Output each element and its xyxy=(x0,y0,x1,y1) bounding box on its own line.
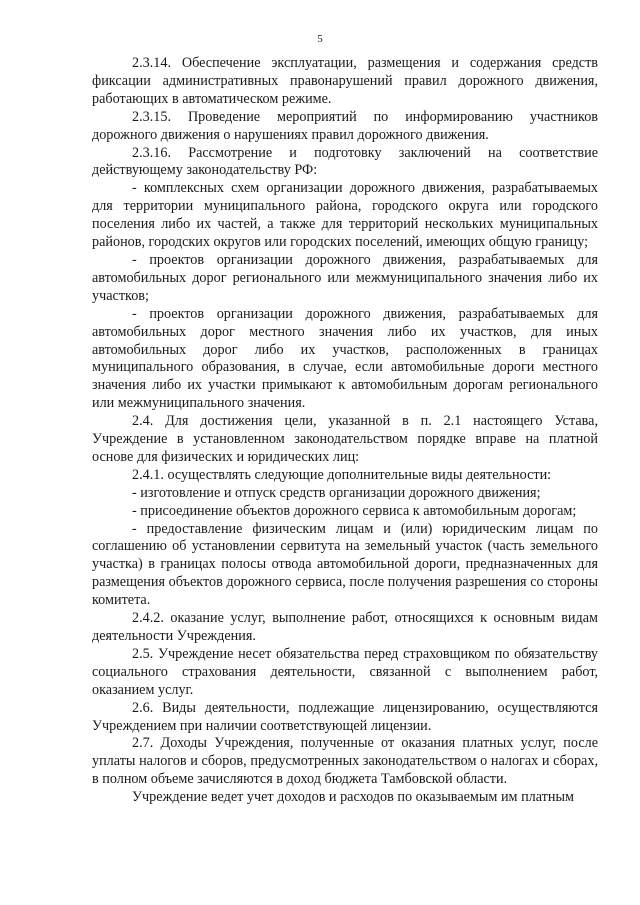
paragraph-2-3-14: 2.3.14. Обеспечение эксплуатации, размещения и содержания средств фиксации административных правонарушений правил дорожного движения, работающих в автоматическом режиме. xyxy=(92,55,598,107)
paragraph-2-4-1: 2.4.1. осуществлять следующие дополнительные виды деятельности: xyxy=(132,466,552,483)
paragraph-2-4-2: 2.4.2. оказание услуг, выполнение работ, относящихся к основным видам деятельности Учреждения. xyxy=(92,610,598,644)
paragraph-accounting: Учреждение ведет учет доходов и расходов по оказываемым им платным xyxy=(132,789,574,806)
paragraph-2-7: 2.7. Доходы Учреждения, полученные от оказания платных услуг, после уплаты налогов и сборов, предусмотренных законодательством о налогах и сборах, в полном объеме зачисляются в доход бюджета Тамбовской области. xyxy=(92,735,598,788)
list-item: - присоединение объектов дорожного сервиса к автомобильным дорогам; xyxy=(132,502,577,519)
paragraph-2-5: 2.5. Учреждение несет обязательства перед страховщиком по обязательству социального страхования деятельности, связанной с выполнением работ, оказанием услуг. xyxy=(92,645,598,698)
paragraph-2-3-16: 2.3.16. Рассмотрение и подготовку заключений на соответствие действующему законодательству РФ: xyxy=(92,144,598,179)
list-item: - комплексных схем организации дорожного движения, разрабатываемых для территории муниципального района, городского округа или городского поселения либо их частей, а также для территорий нескольких муниципальных районов, городских округов или городских поселений, имеющих общую границу; xyxy=(92,180,598,251)
paragraph-2-4: 2.4. Для достижения цели, указанной в п. 2.1 настоящего Устава, Учреждение в установленном законодательством порядке вправе на платной основе для физических и юридических лиц: xyxy=(92,413,598,465)
list-item: - проектов организации дорожного движения, разрабатываемых для автомобильных дорог местного значения либо их участков, для иных автомобильных дорог либо их участков, расположенных в границах муниципального образования, в случае, если автомобильные дороги местного значения либо их участки примыкают к автомобильным дорогам регионального или межмуниципального значения. xyxy=(92,305,598,412)
paragraph-2-3-15: 2.3.15. Проведение мероприятий по информированию участников дорожного движения о нарушениях правил дорожного движения. xyxy=(92,108,598,143)
list-item: - проектов организации дорожного движения, разрабатываемых для автомобильных дорог регионального или межмуниципального значения либо их участков; xyxy=(92,251,598,304)
page-number: 5 xyxy=(317,33,323,45)
list-item: - предоставление физическим лицам и (или) юридическим лицам по соглашению об установлении сервитута на земельный участок (часть земельного участка) в границах полосы отвода автомобильной дороги, предназначенных для размещения объектов дорожного сервиса, после получения разрешения со стороны комитета. xyxy=(92,520,598,609)
document-body xyxy=(92,55,598,807)
paragraph-2-6: 2.6. Виды деятельности, подлежащие лицензированию, осуществляются Учреждением при наличии соответствующей лицензии. xyxy=(92,699,598,734)
list-item: - изготовление и отпуск средств организации дорожного движения; xyxy=(132,484,541,501)
